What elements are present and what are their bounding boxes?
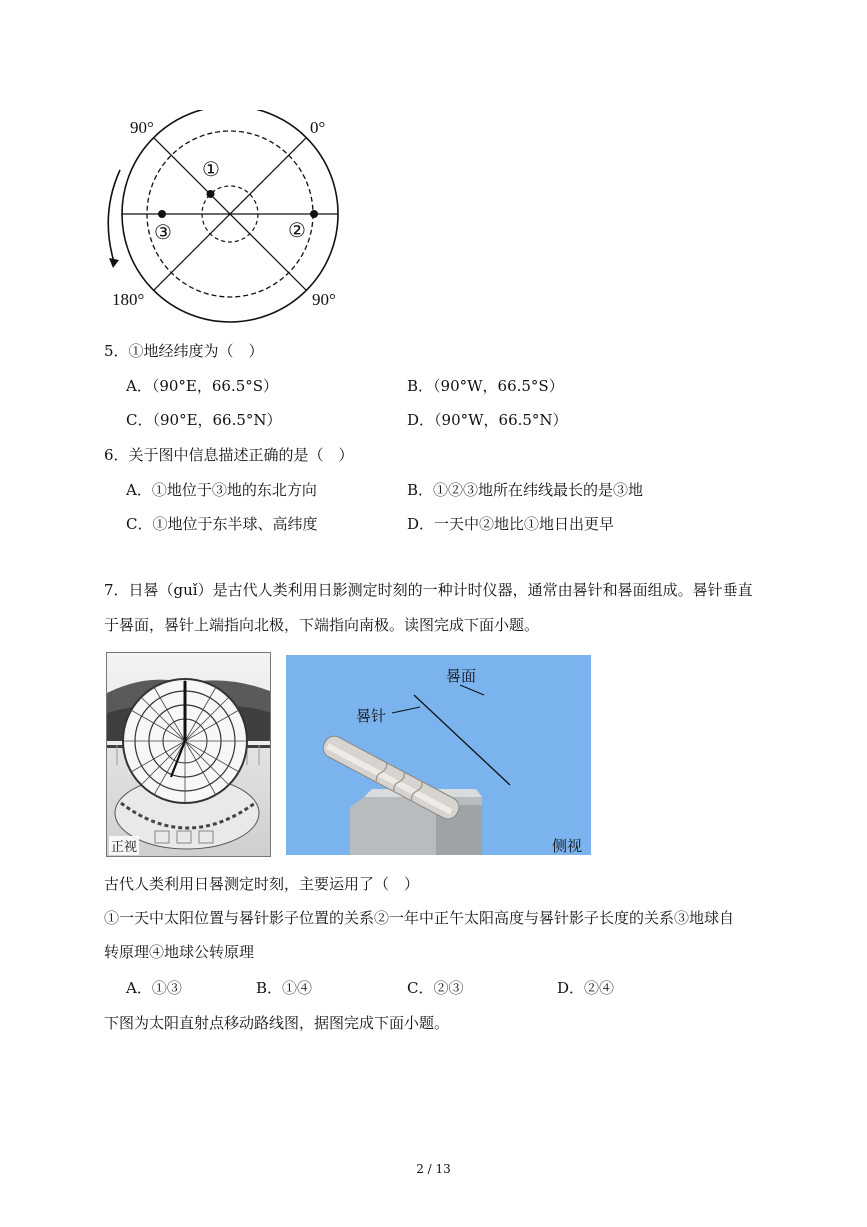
q5-option-c[interactable]: C．（90°E，66.5°N） <box>126 411 282 429</box>
point-3-label: ③ <box>154 220 172 244</box>
point-2-label: ② <box>288 218 306 242</box>
label-gnomon-face: 晷面 <box>446 667 477 685</box>
rotation-arrow <box>108 170 120 262</box>
point-1-dot <box>207 190 215 198</box>
q7-option-a[interactable]: A．①③ <box>126 979 182 997</box>
point-1-label: ① <box>202 157 220 181</box>
label-180-bottom-left: 180° <box>112 290 145 309</box>
q7-intro-line-1: 7．日晷（guǐ）是古代人类利用日影测定时刻的一种计时仪器，通常由晷针和晷面组成。晷针垂直 <box>104 581 753 599</box>
photo-side-caption: 侧视 <box>552 837 583 855</box>
q5-option-a[interactable]: A．（90°E，66.5°S） <box>126 377 279 395</box>
q6-option-d[interactable]: D．一天中②地比①地日出更早 <box>407 515 615 533</box>
q7-option-d[interactable]: D．②④ <box>557 979 615 997</box>
sundial-front-image <box>107 653 270 856</box>
arrow-head-icon <box>109 258 119 268</box>
sundial-front-photo <box>106 652 271 857</box>
q6-option-b[interactable]: B．①②③地所在纬线最长的是③地 <box>407 481 644 499</box>
label-90-bottom-right: 90° <box>312 290 336 309</box>
polar-diagram <box>100 110 360 325</box>
point-3-dot <box>158 210 166 218</box>
q7-option-c[interactable]: C．②③ <box>407 979 464 997</box>
label-90-top-left: 90° <box>130 118 154 137</box>
q7-option-b[interactable]: B．①④ <box>256 979 313 997</box>
next-question-intro: 下图为太阳直射点移动路线图，据图完成下面小题。 <box>104 1014 450 1032</box>
label-0-top-right: 0° <box>310 118 326 137</box>
q7-statement-line-2: 转原理④地球公转原理 <box>104 943 255 961</box>
sundial-side-photo <box>286 655 591 855</box>
q6-stem: 6．关于图中信息描述正确的是（ ） <box>104 446 354 464</box>
q5-option-b[interactable]: B．（90°W，66.5°S） <box>407 377 564 395</box>
q7-statement-line-1: ①一天中太阳位置与晷针影子位置的关系②一年中正午太阳高度与晷针影子长度的关系③地球自 <box>104 909 735 927</box>
point-2-dot <box>310 210 318 218</box>
q7-intro-line-2: 于晷面，晷针上端指向北极，下端指向南极。读图完成下面小题。 <box>104 616 540 634</box>
label-gnomon-needle: 晷针 <box>356 707 387 725</box>
q5-option-d[interactable]: D．（90°W，66.5°N） <box>407 411 568 429</box>
q6-option-a[interactable]: A．①地位于③地的东北方向 <box>126 481 317 499</box>
photo-front-caption: 正视 <box>109 836 139 855</box>
q5-stem: 5．①地经纬度为（ ） <box>104 342 264 360</box>
q7-stem: 古代人类利用日晷测定时刻，主要运用了（ ） <box>104 875 420 893</box>
page-number: 2 / 13 <box>416 1162 451 1176</box>
q6-option-c[interactable]: C．①地位于东半球、高纬度 <box>126 515 318 533</box>
sundial-side-image <box>286 655 591 855</box>
